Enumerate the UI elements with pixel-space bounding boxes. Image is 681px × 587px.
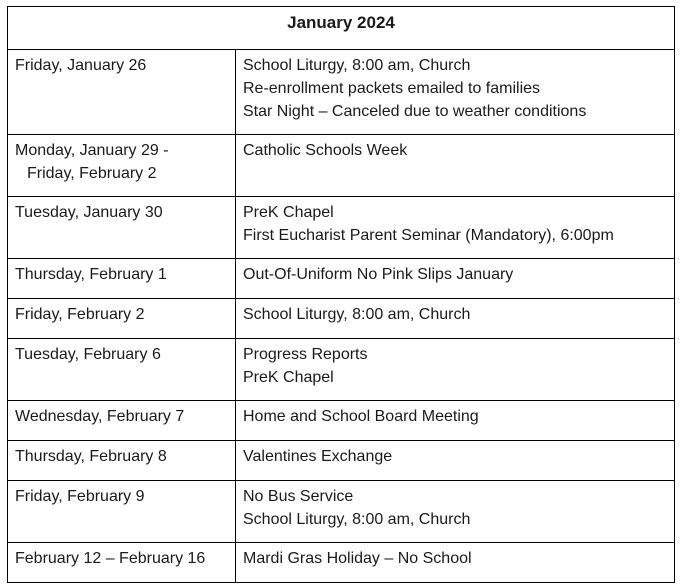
date-cell [8, 135, 236, 197]
event-text: Catholic Schools Week [243, 142, 408, 159]
events-cell [236, 543, 675, 583]
events-cell [236, 339, 675, 401]
date-text: Friday, February 2 [15, 306, 145, 323]
event-text: School Liturgy, 8:00 am, Church [243, 306, 471, 323]
table-row [8, 135, 675, 197]
events-cell [236, 401, 675, 441]
events-cell [236, 135, 675, 197]
event-text: Mardi Gras Holiday – No School [243, 550, 472, 567]
table-row [8, 543, 675, 583]
date-text: February 12 – February 16 [15, 550, 206, 567]
date-cell [8, 259, 236, 299]
date-text: Thursday, February 8 [15, 448, 167, 465]
date-text: Tuesday, January 30 [15, 204, 163, 221]
event-text: Re-enrollment packets emailed to families [243, 80, 541, 97]
event-text: School Liturgy, 8:00 am, Church [243, 511, 471, 528]
date-text: Wednesday, February 7 [15, 408, 185, 425]
table-row [8, 481, 675, 543]
events-cell [236, 197, 675, 259]
table-row [8, 259, 675, 299]
table-row [8, 441, 675, 481]
date-cell [8, 339, 236, 401]
table-row [8, 401, 675, 441]
calendar-title: January 2024 [8, 7, 675, 50]
date-cell [8, 50, 236, 135]
event-text: No Bus Service [243, 488, 354, 505]
table-row [8, 339, 675, 401]
date-text: Friday, February 2 [27, 165, 157, 182]
event-text: Valentines Exchange [243, 448, 393, 465]
event-text: Star Night – Canceled due to weather conditions [243, 103, 587, 120]
event-text: PreK Chapel [243, 204, 334, 221]
calendar-table [7, 6, 675, 583]
date-text: Friday, February 9 [15, 488, 145, 505]
calendar-rows [8, 50, 675, 583]
date-cell [8, 401, 236, 441]
table-row [8, 197, 675, 259]
date-text: Friday, January 26 [15, 57, 147, 74]
date-text: Tuesday, February 6 [15, 346, 161, 363]
date-cell [8, 299, 236, 339]
events-cell [236, 299, 675, 339]
date-cell [8, 441, 236, 481]
events-cell [236, 481, 675, 543]
date-text: Thursday, February 1 [15, 266, 167, 283]
event-text: First Eucharist Parent Seminar (Mandatory), 6:00pm [243, 227, 614, 244]
title-row [8, 7, 675, 50]
event-text: PreK Chapel [243, 369, 334, 386]
events-cell [236, 259, 675, 299]
date-cell [8, 197, 236, 259]
table-row [8, 50, 675, 135]
table-row [8, 299, 675, 339]
events-cell [236, 441, 675, 481]
date-cell [8, 543, 236, 583]
date-cell [8, 481, 236, 543]
event-text: Home and School Board Meeting [243, 408, 479, 425]
events-cell [236, 50, 675, 135]
event-text: Progress Reports [243, 346, 368, 363]
date-text: Monday, January 29 - [15, 142, 169, 159]
event-text: School Liturgy, 8:00 am, Church [243, 57, 471, 74]
event-text: Out-Of-Uniform No Pink Slips January [243, 266, 514, 283]
